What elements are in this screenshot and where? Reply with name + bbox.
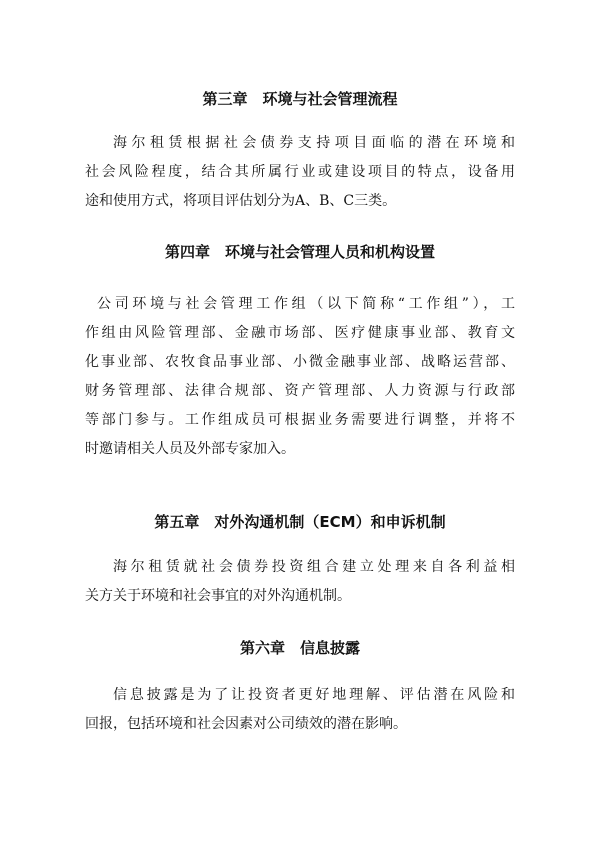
- paragraph-line: 回报，包括环境和社会因素对公司绩效的潜在影响。: [85, 716, 407, 732]
- paragraph-line: 关方关于环境和社会事宜的对外沟通机制。: [85, 588, 351, 604]
- section-5-paragraph: [85, 553, 515, 611]
- section-3-paragraph: [85, 129, 515, 216]
- paragraph-line: 社会风险程度，结合其所属行业或建设项目的特点，设备用: [85, 164, 515, 180]
- paragraph-line: 等部门参与。工作组成员可根据业务需要进行调整，并将不: [85, 412, 515, 428]
- section-4-heading: 第四章 环境与社会管理人员和机构设置: [164, 243, 435, 261]
- section-3-heading: 第三章 环境与社会管理流程: [202, 90, 398, 108]
- paragraph-line: 时邀请相关人员及外部专家加入。: [85, 441, 295, 457]
- paragraph-line: 途和使用方式，将项目评估划分为A、B、C三类。: [85, 193, 397, 209]
- section-6-paragraph: [85, 681, 515, 739]
- section-4-paragraph: [85, 290, 515, 464]
- section-5-heading: 第五章 对外沟通机制（ECM）和申诉机制: [154, 513, 446, 531]
- paragraph-line: 信息披露是为了让投资者更好地理解、评估潜在风险和: [113, 687, 515, 703]
- paragraph-line: 公司环境与社会管理工作组（以下简称“工作组”），工: [97, 296, 515, 312]
- paragraph-line: 财务管理部、法律合规部、资产管理部、人力资源与行政部: [85, 383, 515, 399]
- paragraph-line: 海尔租赁就社会债券投资组合建立处理来自各利益相: [113, 559, 515, 575]
- paragraph-line: 化事业部、农牧食品事业部、小微金融事业部、战略运营部、: [85, 354, 515, 370]
- paragraph-line: 海尔租赁根据社会债券支持项目面临的潜在环境和: [113, 135, 515, 151]
- section-6-heading: 第六章 信息披露: [239, 639, 360, 657]
- paragraph-line: 作组由风险管理部、金融市场部、医疗健康事业部、教育文: [85, 325, 515, 341]
